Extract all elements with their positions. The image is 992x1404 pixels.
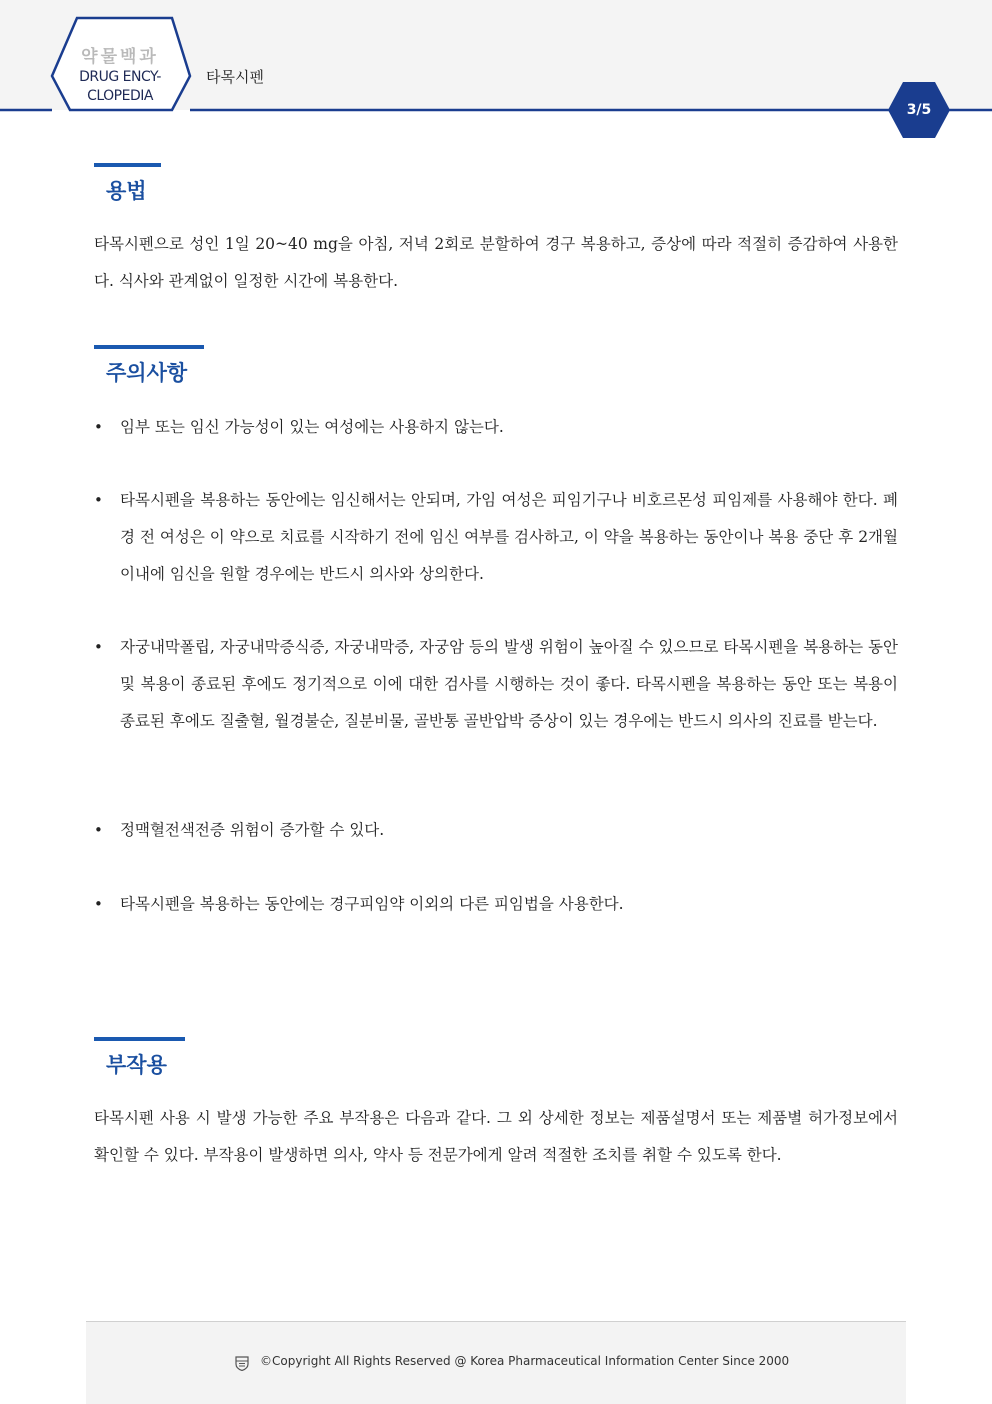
page-header (0, 0, 992, 140)
side-effects-section-bar (94, 1037, 185, 1041)
precautions-section-bar (94, 345, 204, 349)
bullet-dot-icon: • (94, 418, 103, 436)
precaution-item (94, 409, 898, 446)
logo-korean: 약물백과 (81, 47, 159, 67)
precautions-section-title: 주의사항 (106, 361, 188, 385)
precaution-text: 타목시펜을 복용하는 동안에는 경구피임약 이외의 다른 피임법을 사용한다. (120, 895, 624, 913)
dosage-section-title: 용법 (106, 179, 147, 203)
bullet-dot-icon: • (94, 491, 103, 509)
precaution-item (94, 482, 898, 593)
side-effects-section-title: 부작용 (106, 1053, 167, 1077)
logo-english-line1: DRUG ENCY- (79, 69, 161, 85)
precaution-text: 자궁내막폴립, 자궁내막증식증, 자궁내막증, 자궁암 등의 발생 위험이 높아질 수 있으므로 타목시펜을 복용하는 동안 및 복용이 종료된 후에도 정기적으로 이에 대한 검사를 시행하는 것이 좋다. 타목시펜을 복용하는 동안 또는 복용이 종료된 후에도 질출혈, 월경불순, 질분비물, 골반통 골반압박 증상이 있는 경우에는 반드시 의사의 진료를 받는다. (120, 638, 898, 730)
page-footer (86, 1321, 906, 1404)
logo-english-line2: CLOPEDIA (87, 88, 153, 104)
precaution-text: 타목시펜을 복용하는 동안에는 임신해서는 안되며, 가임 여성은 피임기구나 비호르몬성 피임제를 사용해야 한다. 폐경 전 여성은 이 약으로 치료를 시작하기 전에 임신 여부를 검사하고, 이 약을 복용하는 동안이나 복용 중단 후 2개월 이내에 임신을 원할 경우에는 반드시 의사와 상의한다. (120, 491, 898, 583)
precaution-text: 임부 또는 임신 가능성이 있는 여성에는 사용하지 않는다. (120, 418, 504, 436)
copyright-text: ©Copyright All Rights Reserved @ Korea Pharmaceutical Information Center Since 2000 (260, 1354, 790, 1368)
precaution-text: 정맥혈전색전증 위험이 증가할 수 있다. (120, 821, 385, 839)
dosage-body: 타목시펜으로 성인 1일 20~40 mg을 아침, 저녁 2회로 분할하여 경구 복용하고, 증상에 따라 적절히 증감하여 사용한다. 식사와 관계없이 일정한 시간에 복용한다. (94, 235, 898, 290)
dosage-section-bar (94, 163, 161, 167)
page-number: 3/5 (906, 102, 932, 118)
side-effects-body: 타목시펜 사용 시 발생 가능한 주요 부작용은 다음과 같다. 그 외 상세한 정보는 제품설명서 또는 제품별 허가정보에서 확인할 수 있다. 부작용이 발생하면 의사, 약사 등 전문가에게 알려 적절한 조치를 취할 수 있도록 한다. (94, 1109, 898, 1164)
kpic-emblem-icon (234, 1355, 250, 1371)
bullet-dot-icon: • (94, 895, 103, 913)
precaution-item (94, 886, 898, 923)
bullet-dot-icon: • (94, 638, 103, 656)
precaution-item (94, 629, 898, 740)
logo-english (70, 68, 170, 106)
document-title: 타목시펜 (206, 68, 264, 86)
bullet-dot-icon: • (94, 821, 103, 839)
precaution-item (94, 812, 898, 849)
